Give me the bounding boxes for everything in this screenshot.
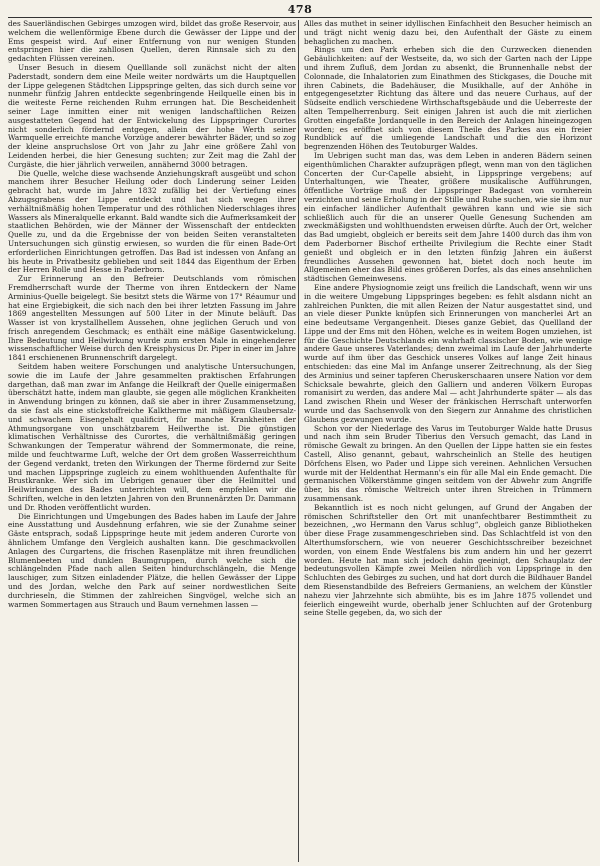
paragraph: Die Quelle, welche diese wachsende Anziehungskraft ausgeübt und schon manchem ihrer Besucher Heilung oder doch Linderung seiner Leiden gebracht hat, wurde im Jahre 1832 zufällig bei der Vertiefung eines Abzugsgrabens der Lippe entdeckt und hat sich wegen ihrer verhältnißmäßig hohen Temperatur und des röthlichen Niederschlages ihres Wassers als Mineralquelle erkannt. Bald wandte sich die Aufmerksamkeit der staatlichen Behörden, wie der Männer der Wissenschaft der entdeckten Quelle zu, und da die Ergebnisse der von beiden Seiten veranstalteten Untersuchungen sich günstig erwiesen, so wurden die für einen Bade-Ort erforderlichen Einrichtungen getroffen. Das Bad ist indessen von Anfang an bis heute in Privatbesitz geblieben und seit 1844 das Eigenthum der Erben der Herren Rolle und Hesse in Paderborn. xyxy=(8,168,296,275)
paragraph: Im Uebrigen sucht man das, was dem Leben in anderen Bädern seinen eigenthümlichen Charakter aufzuprägen pflegt, wenn man von den täglichen Concerten der Cur-Capelle absieht, in Lippspringe vergebens; auf Unterhaltungen, wie Theater, größere musikalische Aufführungen, öffentliche Vorträge muß der Lippspringer Badegast von vornherein verzichten und seine Erholung in der Stille und Ruhe suchen, wie sie ihm nur ein einfacher ländlicher Aufenthalt gewähren kann und wie sie sich schließlich auch für die an unserer Quelle Genesung Suchenden am zweckmäßigsten und wohlthuendsten erweisen dürfte. Auch der Ort, welcher das Bad umgiebt, obgleich er bereits seit dem Jahre 1400 durch das ihm von dem Paderborner Bischof ertheilte Privilegium die Rechte einer Stadt genießt und obgleich er in den letzten fünfzig Jahren ein äußerst freundliches Aussehen gewonnen hat, bietet doch noch heute im Allgemeinen eher das Bild eines größeren Dorfes, als das eines ansehnlichen städtischen Gemeinwesens. xyxy=(304,150,592,284)
left-column xyxy=(8,20,296,862)
column-divider xyxy=(298,20,299,862)
paragraph: des Sauerländischen Gebirges umzogen wird, bildet das große Reservoir, aus welchem die wellenförmige Ebene durch die Gewässer der Lippe und der Ems gespeist wird. Auf einer Entfernung von nur wenigen Stunden entspringen hier die zahllosen Quellen, deren Rinnsale sich zu den gedachten Flüssen vereinen. xyxy=(8,20,296,64)
paragraph: Schon vor der Niederlage des Varus im Teutoburger Walde hatte Drusus und nach ihm sein Bruder Tiberius den Versuch gemacht, das Land in römische Gewalt zu bringen. An den Quellen der Lippe hatten sie ein festes Castell, Aliso genannt, gebaut, wahrscheinlich an Stelle des heutigen Dörfchens Elsen, wo Pader und Lippe sich vereinen. Aehnlichen Versuchen wurde mit der Heldenthat Hermann's ein für alle Mal ein Ende gemacht. Die germanischen Völkerstämme gingen seitdem von der Abwehr zum Angriffe über, bis das römische Weltreich unter ihren Streichen in Trümmern zusammensank. xyxy=(304,423,592,504)
paragraph: Rings um den Park erheben sich die den Curzwecken dienenden Gebäulichkeiten: auf der Westseite, da, wo sich der Garten nach der Lippe und ihrem Zufluß, dem Jordan zu absenkt, die Brunnenhalle nebst der Colonnade, die Inhalatorien zum Einathmen des Stickgases, die Douche mit ihren Cabinets, die Badehäuser, die Musikhalle, auf der Anhöhe in entgegengesetzter Richtung das ältere und das neuere Curhaus, auf der Südseite endlich verschiedene Wirthschaftsgebäude und die Ueberreste der alten Tempelherrenburg. Seit einigen Jahren ist auch die mit zierlichen Grotten eingefaßte Jordanquelle in den Bereich der Anlagen hineingezogen worden; es eröffnet sich von diesem Theile des Parkes aus ein freier Rundblick auf die umliegende Landschaft und die den Horizont begrenzenden Höhen des Teutoburger Waldes. xyxy=(304,45,592,152)
paragraph: Alles das muthet in seiner idyllischen Einfachheit den Besucher heimisch an und trägt nicht wenig dazu bei, den Aufenthalt der Gäste zu einem behaglichen zu machen. xyxy=(304,20,592,46)
paragraph: Bekanntlich ist es noch nicht gelungen, auf Grund der Angaben der römischen Schriftsteller den Ort mit unanfechtbarer Bestimmtheit zu bezeichnen, „wo Hermann den Varus schlug“, obgleich ganze Bibliotheken über diese Frage zusammengeschrieben sind. Das Schlachtfeld ist von den Alterthumsforschern, wie von neuerer Geschichtsschreiber bezeichnet worden, von einem Ende Westfalens bis zum andern hin und her gezerrt worden. Heute hat man sich jedoch dahin geeinigt, den Schauplatz der bedeutungsvollen Kämpfe zwei Meilen nördlich von Lippspringe in den Schluchten des Gebirges zu suchen, und hat dort durch die Bildhauer Bandel dem Riesenstandbilde des Befreiers Germaniens, an welchem der Künstler nahezu vier Jahrzehnte sich abmühte, bis es im Jahre 1875 vollendet und feierlich eingeweiht wurde, oberhalb jener Schluchten auf der Grotenburg seine Stelle gegeben, da, wo sich der xyxy=(304,502,592,618)
paragraph: Unser Besuch in diesem Quelllande soll zunächst nicht der alten Paderstadt, sondern dem eine Meile weiter nordwärts um die Hauptquellen der Lippe gelegenen Städtchen Lippspringe gelten, das sich durch seine vor nunmehr fünfzig Jahren entdeckte segenbringende Heilquelle einen bis in die weiteste Ferne reichenden Ruhm errungen hat. Die Bescheidenheit seiner Lage inmitten einer mit wenigen landschaftlichen Reizen ausgestatteten Gegend hat der Entwickelung des Lippspringer Curortes nicht sonderlich fördernd entgegen, allein der hohe Werth seiner Warmquelle erreichte manche Vorzüge anderer bewährter Bäder, und so zog der kleine anspruchslose Ort von Jahr zu Jahr eine größere Zahl von Leidenden herbei, die hier Genesung suchten; zur Zeit mag die Zahl der Curgäste, die hier jährlich verweilen, annähernd 3000 betragen. xyxy=(8,62,296,169)
paragraph: Eine andere Physiognomie zeigt uns freilich die Landschaft, wenn wir uns in die weitere Umgebung Lippspringes begeben: es fehlt alsdann nicht an zahlreichen Punkten, die mit allen Reizen der Natur ausgestattet sind, und an viele dieser Punkte knüpfen sich Erinnerungen von mancherlei Art an eine bedeutsame Vergangenheit. Dieses ganze Gebiet, das Quellland der Lippe und der Ems mit den Höhen, welche es in weitem Bogen umziehen, ist für die Geschichte Deutschlands ein wahrhaft classischer Boden, wie wenige andere Gaue unseres Vaterlandes; denn zweimal im Laufe der Jahrhunderte wurde auf ihm über das Geschick unseres Volkes auf lange Zeit hinaus entschieden: das eine Mal im Anfange unserer Zeitrechnung, als der Sieg des Arminius und seiner tapferen Cheruskerschaaren unsere Nation vor dem Schicksale bewahrte, gleich den Galliern und anderen Völkern Europas romanisirt zu werden, das andere Mal — acht Jahrhunderte später — als das Land zwischen Rhein und Weser der fränkischen Herrschaft unterworfen wurde und das Sachsenvolk von den Siegern zur Annahme des christlichen Glaubens gezwungen wurde. xyxy=(304,282,592,424)
page-number: 478 xyxy=(287,3,313,16)
header-rule xyxy=(8,17,592,18)
right-column xyxy=(304,20,592,862)
paragraph: Seitdem haben weitere Forschungen und analytische Untersuchungen, sowie die im Laufe der Jahre gesammelten praktischen Erfahrungen dargethan, daß man zwar im Anfange die Heilkraft der Quelle einigermaßen überschätzt hatte, indem man glaubte, sie gegen alle möglichen Krankheiten in Anwendung bringen zu können, daß sie aber in ihrer Zusammensetzung, da sie fast als eine stickstoffreiche Kalktherme mit mäßigem Glaubersalz- und schwachem Eisengehalt qualificirt, für manche Krankheiten der Athmungsorgane von unschätzbarem Heilwerthe ist. Die günstigen klimatischen Verhältnisse des Curortes, die verhältnißmäßig geringen Schwankungen der Temperatur während der Sommermonate, die reine, milde und feuchtwarme Luft, welche der Ort dem großen Wasserreichthum der Gegend verdankt, treten den Wirkungen der Therme fördernd zur Seite und machen Lippspringe zugleich zu einem wohlthuenden Aufenthalte für Brustkranke. Wer sich im Uebrigen genauer über die Heilmittel und Heilwirkungen des Bades unterrichten will, dem empfehlen wir die Schriften, welche in den letzten Jahren von den Brunnenärzten Dr. Dammann und Dr. Rhoden veröffentlicht wurden. xyxy=(8,362,296,512)
paragraph: Die Einrichtungen und Umgebungen des Bades haben im Laufe der Jahre eine Ausstattung und Ausdehnung erfahren, wie sie der Zunahme seiner Gäste entsprach, sodaß Lippspringe heute mit jedem anderen Curorte von ähnlichem Umfange den Vergleich aushalten kann. Die geschmackvollen Anlagen des Curgartens, die frischen Rasenplätze mit ihren freundlichen Blumenbeeten und dunklen Baumgruppen, durch welche sich die schlängelnden Pfade nach allen Seiten hindurchschlängeln, die Menge lauschiger, zum Sitzen einladender Plätze, die hellen Gewässer der Lippe und des Jordan, welche den Park auf seiner nordwestlichen Seite durchrieseln, die Stimmen der zahlreichen Singvögel, welche sich an warmen Sommertagen aus Strauch und Baum vernehmen lassen — xyxy=(8,511,296,609)
paragraph: Zur Erinnerung an den Befreier Deutschlands vom römischen Fremdherrschaft wurde der Therme von ihren Entdeckern der Name Arminius-Quelle beigelegt. Sie besitzt stets die Wärme von 17° Réaumur und hat eine Ergiebigkeit, die sich nach den bei ihrer letzten Fassung im Jahre 1869 angestellten Messungen auf 500 Liter in der Minute beläuft. Das Wasser ist von krystallhellem Aussehen, ohne jeglichen Geruch und von frisch anregendem Geschmack; es enthält eine mäßige Gasentwickelung. Ihre Bedeutung und Heilwirkung wurde zum ersten Male in eingehenderer wissenschaftlicher Weise durch den Kreisphysicus Dr. Piper in einer im Jahre 1841 erschienenen Brunnenschrift dargelegt. xyxy=(8,274,296,363)
